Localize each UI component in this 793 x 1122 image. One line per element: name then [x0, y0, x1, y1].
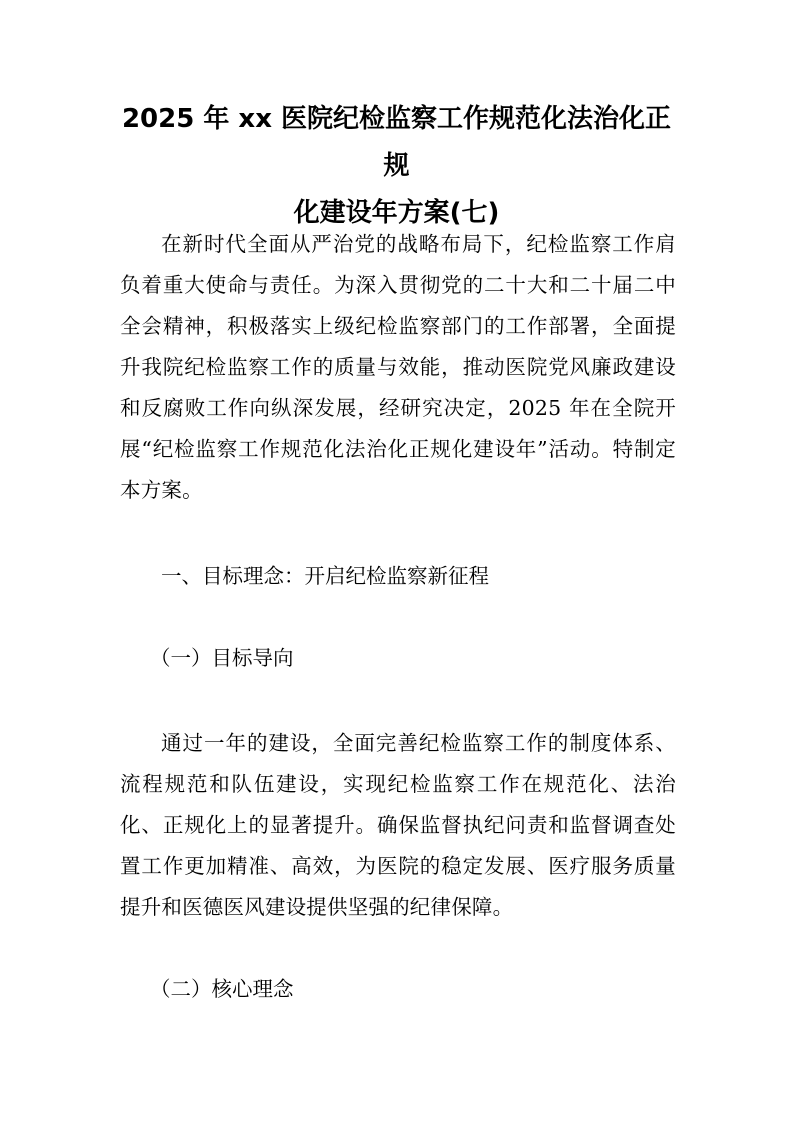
title-line-2: 化建设年方案(七) — [293, 198, 500, 228]
section-1-heading: 一、目标理念：开启纪检监察新征程 — [161, 564, 489, 588]
subsection-1-heading: （一）目标导向 — [150, 646, 294, 670]
subsection-1-body: 通过一年的建设，全面完善纪检监察工作的制度体系、流程规范和队伍建设，实现纪检监察工作在规范化、法治化、正规化上的显著提升。确保监督执纪问责和监督调查处置工作更加精准、高效，为医院的稳定发展、医疗服务质量提升和医德医风建设提供坚强的纪律保障。 — [120, 731, 676, 919]
intro-paragraph: 在新时代全面从严治党的战略布局下，纪检监察工作肩负着重大使命与责任。为深入贯彻党的二十大和二十届二中全会精神，积极落实上级纪检监察部门的工作部署，全面提升我院纪检监察工作的质量与效能，推动医院党风廉政建设和反腐败工作向纵深发展，经研究决定，2025 年在全院开展“纪检监察工作规范化法治化正规化建设年”活动。特制定本方案。 — [120, 232, 676, 502]
subsection-2-heading: （二）核心理念 — [150, 977, 294, 1001]
title-line-1: 2025 年 xx 医院纪检监察工作规范化法治化正规 — [121, 104, 672, 181]
document-title — [110, 96, 683, 237]
